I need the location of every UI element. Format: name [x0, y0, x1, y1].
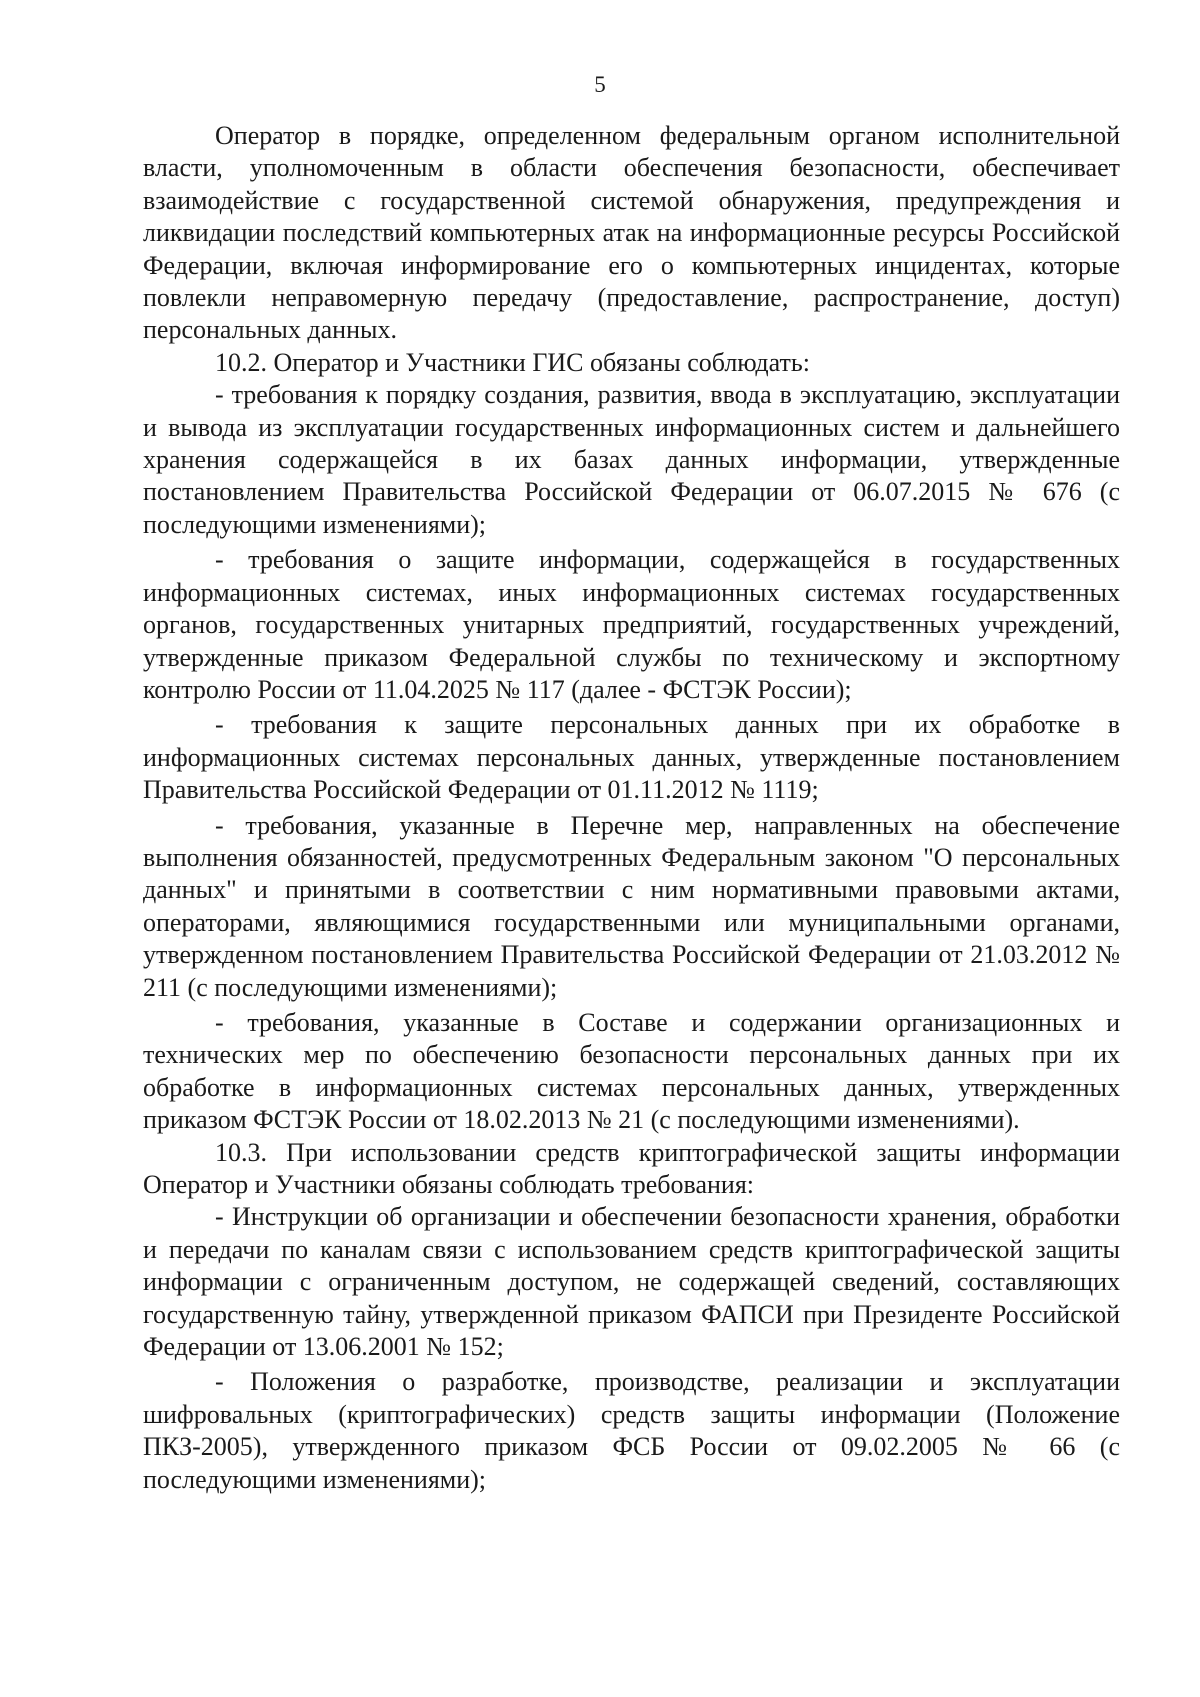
paragraph-10-3-crypto-requirements: 10.3. При использовании средств криптографической защиты информации Оператор и Участники обязаны соблюдать требования: [143, 1137, 1120, 1199]
document-body [143, 120, 1120, 1496]
list-item-gis-lifecycle-requirements: - требования к порядку создания, развития, ввода в эксплуатацию, эксплуатации и вывода из эксплуатации государственных информационных систем и дальнейшего хранения содержащейся в их базах данных информации, утвержденные постановлением Правительства Российской Федерации от 06.07.2015 № 676 (с последующими изменениями); [143, 380, 1120, 539]
paragraph-operator-interaction: Оператор в порядке, определенном федеральным органом исполнительной власти, уполномоченным в области обеспечения безопасности, обеспечивает взаимодействие с государственной системой обнаружения, предупреждения и ликвидации последствий компьютерных атак на информационные ресурсы Российской Федерации, включая информирование его о компьютерных инцидентах, которые повлекли неправомерную передачу (предоставление, распространение, доступ) персональных данных. [143, 121, 1120, 345]
list-item-pkz-2005-regulation: - Положения о разработке, производстве, реализации и эксплуатации шифровальных (криптографических) средств защиты информации (Положение ПКЗ-2005), утвержденного приказом ФСБ России от 09.02.2005 № 66 (с последующими изменениями); [143, 1367, 1120, 1494]
list-item-personal-data-protection-requirements: - требования к защите персональных данных при их обработке в информационных системах персональных данных, утвержденные постановлением Правительства Российской Федерации от 01.11.2012 № 1119; [143, 710, 1120, 805]
paragraph-10-2-heading: 10.2. Оператор и Участники ГИС обязаны соблюдать: [215, 347, 810, 377]
page-number: 5 [594, 72, 606, 97]
list-item-fapsi-instruction: - Инструкции об организации и обеспечении безопасности хранения, обработки и передачи по каналам связи с использованием средств криптографической защиты информации с ограниченным доступом, не содержащей сведений, составляющих государственную тайну, утвержденной приказом ФАПСИ при Президенте Российской Федерации от 13.06.2001 № 152; [143, 1202, 1120, 1362]
list-item-information-protection-requirements: - требования о защите информации, содержащейся в государственных информационных системах, иных информационных системах государственных органов, государственных унитарных предприятий, государственных учреждений, утвержденные приказом Федеральной службы по техническому и экспортному контролю России от 11.04.2025 № 117 (далее - ФСТЭК России); [143, 545, 1120, 704]
list-item-measures-list-requirements: - требования, указанные в Перечне мер, направленных на обеспечение выполнения обязанностей, предусмотренных Федеральным законом "О персональных данных" и принятыми в соответствии с ним нормативными правовыми актами, операторами, являющимися государственными или муниципальными органами, утвержденном постановлением Правительства Российской Федерации от 21.03.2012 № 211 (с последующими изменениями); [143, 810, 1120, 1002]
list-item-organizational-technical-measures: - требования, указанные в Составе и содержании организационных и технических мер по обеспечению безопасности персональных данных при их обработке в информационных системах персональных данных, утвержденных приказом ФСТЭК России от 18.02.2013 № 21 (с последующими изменениями). [143, 1007, 1120, 1135]
